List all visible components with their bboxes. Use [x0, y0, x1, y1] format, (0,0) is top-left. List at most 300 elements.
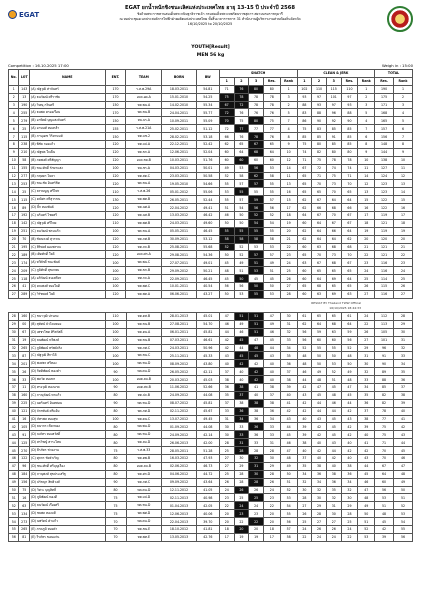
table-cell: 22	[219, 502, 234, 510]
table-cell: 6	[394, 125, 413, 133]
table-cell: 67	[312, 212, 327, 220]
table-cell: 67	[341, 212, 358, 220]
table-cell: 66	[312, 204, 327, 212]
table-cell: 42.05	[196, 502, 219, 510]
table-cell: 31	[394, 336, 413, 344]
table-cell: 13	[9, 180, 19, 188]
table-cell: 24	[394, 267, 413, 275]
table-cell: 32	[394, 344, 413, 352]
table-cell: 85	[341, 141, 358, 149]
table-cell: 46	[280, 439, 297, 447]
table-cell: 7	[9, 133, 19, 141]
results-body-bottom	[9, 313, 413, 542]
table-cell: 20	[219, 518, 234, 526]
table-cell: 42.00	[196, 439, 219, 447]
table-cell: 26.06.2013	[162, 439, 197, 447]
table-cell: 30	[326, 510, 341, 518]
table-cell: ทม.ชร.A	[126, 164, 162, 172]
table-cell: 54	[234, 204, 249, 212]
athlete-name: (D) สรวิชญ์ สาระไทย	[29, 439, 105, 447]
table-cell: 38	[249, 399, 264, 407]
table-cell: 62	[297, 196, 312, 204]
table-cell: ทต.ตน.D	[126, 486, 162, 494]
table-cell: 45	[263, 336, 280, 344]
table-cell: 48	[341, 352, 358, 360]
table-cell: ทต.ภจ.B	[126, 243, 162, 251]
table-cell: 20.03.2012	[162, 376, 197, 384]
table-cell: 25	[19, 125, 29, 133]
table-cell: 28	[234, 447, 249, 455]
table-cell: 41.05	[196, 486, 219, 494]
table-cell: 100	[105, 352, 126, 360]
table-cell: ทต.ชน.B	[126, 109, 162, 117]
table-cell: 45	[326, 384, 341, 392]
table-row	[9, 283, 413, 291]
table-cell: 36	[263, 407, 280, 415]
table-cell: 14	[280, 164, 297, 172]
table-cell: 27.08.2011	[162, 320, 197, 328]
table-cell: 33	[19, 376, 29, 384]
table-cell: 83	[297, 109, 312, 117]
table-cell: 64	[312, 235, 327, 243]
table-cell: 112	[375, 313, 394, 321]
table-cell: 12	[280, 156, 297, 164]
table-cell: 45	[326, 431, 341, 439]
table-cell: 78	[263, 101, 280, 109]
table-cell: 51	[249, 328, 264, 336]
table-cell: 54.81	[196, 85, 219, 93]
col-cj: CLEAN & JERK	[297, 70, 375, 78]
table-cell: 42	[234, 360, 249, 368]
table-cell: 37	[297, 455, 312, 463]
table-cell: 265	[19, 526, 29, 534]
table-cell: 43	[358, 455, 375, 463]
table-cell: 13.03.2012	[162, 212, 197, 220]
table-cell: 70	[326, 188, 341, 196]
table-cell: 75	[105, 494, 126, 502]
table-cell: 15	[280, 196, 297, 204]
table-cell: ทต.พศ.B	[126, 219, 162, 227]
table-cell: 24	[9, 267, 19, 275]
table-cell: 56	[341, 336, 358, 344]
athlete-name: (D) ธนพัฒน์ ทวีพงษ์	[29, 336, 105, 344]
col-sn-res: Res.	[263, 77, 280, 85]
table-cell: 18	[9, 219, 19, 227]
table-cell: 45	[234, 336, 249, 344]
table-cell: 30.09.2011	[162, 235, 197, 243]
table-cell: 20	[280, 227, 297, 235]
table-cell: 78	[326, 156, 341, 164]
table-cell: 28	[263, 447, 280, 455]
table-cell: 11	[19, 384, 29, 392]
table-cell: 24	[341, 526, 358, 534]
table-cell: 71	[219, 85, 234, 93]
table-cell: 91	[19, 431, 29, 439]
table-cell: 10	[394, 156, 413, 164]
table-cell: 38	[280, 376, 297, 384]
table-cell: 100	[105, 344, 126, 352]
table-cell: 13	[19, 93, 29, 101]
table-cell: 44	[312, 399, 327, 407]
table-cell: 68	[326, 204, 341, 212]
table-cell: 85	[326, 141, 341, 149]
table-cell: 46	[326, 399, 341, 407]
table-cell: ทต.บป.A	[126, 141, 162, 149]
table-cell: 40.06	[196, 510, 219, 518]
table-cell: ทต.ชน.D	[126, 502, 162, 510]
table-cell: 80	[105, 407, 126, 415]
table-cell: 170	[105, 93, 126, 101]
table-cell: 50	[280, 470, 297, 478]
table-cell: 33	[263, 431, 280, 439]
table-cell: 30	[9, 328, 19, 336]
table-cell: 93	[341, 101, 358, 109]
table-cell: 27.07.2011	[162, 259, 197, 267]
table-cell: 17	[358, 212, 375, 220]
table-cell: 11	[280, 172, 297, 180]
table-cell: 65	[297, 172, 312, 180]
table-cell: 42	[358, 447, 375, 455]
table-cell: 64	[326, 196, 341, 204]
table-cell: 122	[375, 196, 394, 204]
table-cell: 144	[375, 148, 394, 156]
table-cell: 46	[297, 368, 312, 376]
table-cell: 80	[312, 141, 327, 149]
table-cell: 18	[219, 526, 234, 534]
table-cell: 06.06.2011	[162, 290, 197, 298]
table-cell: 44.08	[196, 423, 219, 431]
table-cell: 21	[358, 243, 375, 251]
table-cell: 42	[312, 423, 327, 431]
table-cell: 64	[326, 235, 341, 243]
table-cell: 54	[249, 219, 264, 227]
table-cell: 13.05.2013	[162, 533, 197, 541]
table-cell: 34	[341, 478, 358, 486]
table-cell: 120	[105, 212, 126, 220]
table-cell: 45	[312, 391, 327, 399]
table-cell: 3	[280, 93, 297, 101]
table-cell: 55.68	[196, 243, 219, 251]
table-cell: 42	[312, 431, 327, 439]
table-cell: 11	[394, 164, 413, 172]
athlete-name: (B) ภานุเดช วิริยานนท์	[29, 133, 105, 141]
table-cell: 65	[341, 283, 358, 291]
table-cell: 32	[326, 494, 341, 502]
table-cell: 38	[312, 462, 327, 470]
table-cell: 22.04.2012	[162, 204, 197, 212]
table-cell: 150	[105, 101, 126, 109]
table-cell: 44	[263, 344, 280, 352]
table-cell: 143	[19, 85, 29, 93]
table-cell: 22.09.2011	[162, 275, 197, 283]
table-cell: 64	[341, 196, 358, 204]
table-cell: 51	[394, 494, 413, 502]
table-cell: 67	[341, 259, 358, 267]
table-cell: 55.09	[196, 117, 219, 125]
table-row	[9, 204, 413, 212]
table-row	[9, 502, 413, 510]
table-cell: 20	[394, 235, 413, 243]
table-cell: 52	[341, 344, 358, 352]
event-dates: 16/10/2025 to 20/10/2025	[187, 22, 233, 26]
table-cell: 4	[280, 125, 297, 133]
table-cell: 65	[312, 188, 327, 196]
table-cell: 251	[19, 227, 29, 235]
table-cell: 76	[249, 109, 264, 117]
table-cell: 7	[358, 125, 375, 133]
table-cell: 97	[341, 93, 358, 101]
table-cell: 1	[394, 85, 413, 93]
table-cell: 37	[219, 368, 234, 376]
table-cell: 65	[234, 141, 249, 149]
table-cell: ทต.พท.B	[126, 196, 162, 204]
table-cell: 42	[394, 423, 413, 431]
table-cell: 42	[297, 384, 312, 392]
table-cell: 67	[326, 219, 341, 227]
table-cell: 192	[19, 212, 29, 220]
table-cell: 70	[19, 235, 29, 243]
table-cell: 26	[219, 478, 234, 486]
table-cell: 67	[375, 462, 394, 470]
table-cell: 3	[394, 101, 413, 109]
athlete-name: (C) ธนวัฒน์ พรมแก้ว	[29, 227, 105, 235]
table-cell: 40	[219, 360, 234, 368]
table-cell: 24	[280, 259, 297, 267]
table-cell: 41	[280, 399, 297, 407]
table-cell: 75	[105, 447, 126, 455]
table-cell: 39	[375, 533, 394, 541]
table-row	[9, 439, 413, 447]
table-cell: 26.05.2011	[162, 196, 197, 204]
table-cell: 26	[394, 283, 413, 291]
table-cell: 44	[280, 423, 297, 431]
table-cell: 26	[312, 526, 327, 534]
table-cell: 41.81	[196, 526, 219, 534]
table-cell: 8	[9, 141, 19, 149]
printed-timestamp: 16/10/2025 18:44:33	[329, 306, 361, 310]
table-cell: 9	[9, 148, 19, 156]
table-cell: 39.70	[196, 518, 219, 526]
table-cell: 68	[312, 283, 327, 291]
table-cell: 35	[297, 462, 312, 470]
table-cell: 18	[280, 212, 297, 220]
table-cell: 59	[341, 328, 358, 336]
table-cell: 34	[358, 384, 375, 392]
table-cell: 44.72	[196, 470, 219, 478]
table-cell: 100	[105, 328, 126, 336]
table-cell: 55	[234, 227, 249, 235]
table-cell: 44	[297, 376, 312, 384]
athlete-name: (B) ชัยณรงค์ สุวรรณ	[29, 235, 105, 243]
table-cell: 78	[341, 156, 358, 164]
table-cell: 50	[312, 360, 327, 368]
table-cell: 46	[263, 328, 280, 336]
table-cell: 47	[312, 384, 327, 392]
table-cell: 06.01.2011	[162, 328, 197, 336]
table-cell: 58	[249, 235, 264, 243]
table-cell: 32	[341, 486, 358, 494]
athlete-name: (A) อานนท์ ทองกล้า	[29, 125, 105, 133]
athlete-name: (E) ภาคภูมิ ทองคำ	[29, 526, 105, 534]
table-cell: 40	[234, 376, 249, 384]
table-cell: 56	[249, 204, 264, 212]
table-cell: 10.01.2011	[162, 283, 197, 291]
table-cell: 85	[341, 125, 358, 133]
table-cell: 53	[326, 360, 341, 368]
table-cell: 97	[326, 101, 341, 109]
table-cell: 52.66	[196, 384, 219, 392]
table-cell: 90	[375, 360, 394, 368]
table-cell: 44	[234, 344, 249, 352]
table-cell: 30	[394, 328, 413, 336]
table-cell: 85	[375, 384, 394, 392]
table-cell: 65	[297, 188, 312, 196]
table-cell: 70	[105, 518, 126, 526]
table-cell: 253	[19, 180, 29, 188]
table-cell: 46.45	[196, 227, 219, 235]
egat-logo-mark-icon	[8, 10, 17, 19]
table-cell: 25.02.2011	[162, 125, 197, 133]
table-cell: 43.27	[196, 290, 219, 298]
table-cell: 22	[280, 243, 297, 251]
table-cell: 74	[297, 148, 312, 156]
table-cell: 27	[219, 455, 234, 463]
table-cell: 28	[9, 313, 19, 321]
table-cell: 17	[263, 533, 280, 541]
table-cell: 65	[326, 267, 341, 275]
table-cell: 78	[263, 93, 280, 101]
athlete-name: (C) นครินทร์ อินทสอน	[29, 399, 105, 407]
table-cell: 16	[19, 415, 29, 423]
table-cell: 150	[105, 117, 126, 125]
table-cell: 76	[234, 85, 249, 93]
table-cell: ทต.ชน.A	[126, 180, 162, 188]
athlete-name: (B) กฤษดา โยธา	[29, 172, 105, 180]
table-cell: 75	[263, 117, 280, 125]
table-cell: 46	[9, 455, 19, 463]
table-cell: 57	[234, 180, 249, 188]
table-cell: 45	[341, 391, 358, 399]
table-cell: 38	[263, 399, 280, 407]
table-cell: 174	[19, 259, 29, 267]
table-cell: 10.09.2011	[162, 117, 197, 125]
table-cell: 165	[375, 117, 394, 125]
table-cell: ทต.ชน.E	[126, 526, 162, 534]
table-cell: 45	[326, 415, 341, 423]
table-cell: 60	[219, 148, 234, 156]
table-cell: 24.03.2011	[162, 344, 197, 352]
table-cell: 56	[249, 164, 264, 172]
table-cell: 48	[9, 470, 19, 478]
table-cell: 116	[375, 267, 394, 275]
table-cell: 47	[358, 486, 375, 494]
table-cell: ร.ส.พ.21A	[126, 125, 162, 133]
table-cell: 121	[375, 251, 394, 259]
table-cell: 80	[249, 85, 264, 93]
table-cell: 50	[249, 283, 264, 291]
table-cell: 27	[394, 290, 413, 298]
table-cell: 76	[263, 109, 280, 117]
table-cell: 32	[249, 455, 264, 463]
table-cell: 53	[263, 243, 280, 251]
section-label: YOUTH[Result]	[191, 45, 230, 50]
table-row	[9, 344, 413, 352]
table-cell: 05.05.2011	[162, 227, 197, 235]
table-cell: 65	[326, 283, 341, 291]
table-cell: 73	[326, 180, 341, 188]
table-cell: 52	[263, 212, 280, 220]
table-cell: 48	[312, 376, 327, 384]
table-cell: 16.03.2012	[162, 455, 197, 463]
table-cell: ทม.บร.A	[126, 117, 162, 125]
table-cell: 77	[263, 125, 280, 133]
col-total: TOTAL	[375, 70, 413, 78]
table-cell: 38	[358, 415, 375, 423]
table-cell: 45	[249, 352, 264, 360]
table-row	[9, 376, 413, 384]
table-cell: 52	[394, 502, 413, 510]
table-cell: 70	[105, 533, 126, 541]
table-cell: 66	[219, 133, 234, 141]
table-cell: 273	[19, 518, 29, 526]
table-cell: 53	[9, 510, 19, 518]
table-cell: 46	[234, 328, 249, 336]
table-cell: 29	[341, 502, 358, 510]
table-cell: 56	[394, 533, 413, 541]
table-cell: 52	[280, 486, 297, 494]
athlete-name: (C) วิรัชพงษ์ ใจดี	[29, 290, 105, 298]
table-cell: 46	[358, 478, 375, 486]
table-cell: 47	[9, 462, 19, 470]
table-cell: 44	[394, 439, 413, 447]
table-cell: 38	[326, 470, 341, 478]
table-cell: ทต.ชน.D	[126, 399, 162, 407]
table-cell: 75	[234, 117, 249, 125]
table-cell: ทต.ตน.C	[126, 415, 162, 423]
table-cell: 87	[19, 352, 29, 360]
table-cell: ทต.ตส.B	[126, 313, 162, 321]
table-cell: 71	[312, 172, 327, 180]
table-cell: ทต.ลบ.D	[126, 439, 162, 447]
table-cell: 82	[375, 399, 394, 407]
table-row	[9, 352, 413, 360]
table-cell: 53	[394, 510, 413, 518]
table-cell: 58	[280, 533, 297, 541]
event-title: EGAT ยกน้ำหนักชิงชนะเลิศแห่งประเทศไทย อายุ 13-15 ปี ประจำปี 2568	[125, 5, 295, 11]
table-cell: 51.28	[196, 447, 219, 455]
table-cell: 50.58	[196, 172, 219, 180]
table-cell: 66	[341, 204, 358, 212]
table-cell: 49	[219, 164, 234, 172]
table-cell: ทต.ขก.B	[126, 267, 162, 275]
table-cell: 277	[19, 172, 29, 180]
table-cell: 31	[219, 415, 234, 423]
table-cell: 28	[341, 510, 358, 518]
table-cell: 48	[341, 376, 358, 384]
table-cell: 31	[234, 439, 249, 447]
table-cell: 68	[326, 243, 341, 251]
table-cell: 49.60	[196, 219, 219, 227]
table-cell: 02.11.2013	[162, 494, 197, 502]
table-cell: 80	[263, 85, 280, 93]
table-row	[9, 423, 413, 431]
table-cell: 58	[234, 172, 249, 180]
table-cell: 38	[341, 462, 358, 470]
table-cell: 60	[263, 156, 280, 164]
table-cell: 88	[297, 101, 312, 109]
table-cell: 255	[19, 109, 29, 117]
table-cell: 48	[280, 455, 297, 463]
